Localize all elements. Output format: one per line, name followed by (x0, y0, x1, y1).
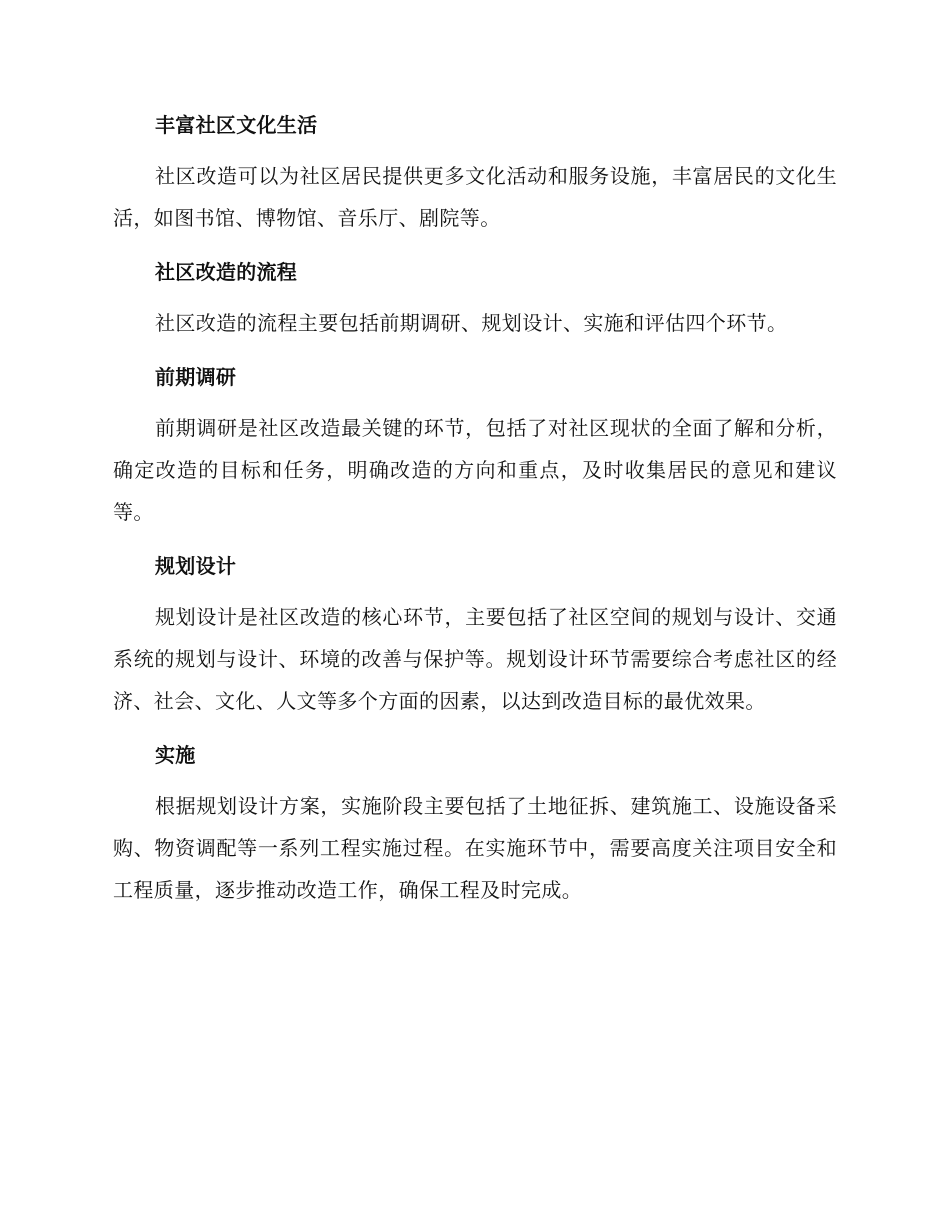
section-heading-process: 社区改造的流程 (155, 260, 298, 284)
section-heading-culture: 丰富社区文化生活 (155, 113, 318, 137)
paragraph-research: 前期调研是社区改造最关键的环节，包括了对社区现状的全面了解和分析，确定改造的目标和任务，明确改造的方向和重点，及时收集居民的意见和建议等。 (113, 416, 837, 524)
section-heading-research: 前期调研 (155, 365, 237, 389)
section-heading-planning: 规划设计 (155, 554, 237, 578)
document-page (113, 107, 837, 911)
section-heading-implementation: 实施 (155, 743, 196, 767)
paragraph-culture: 社区改造可以为社区居民提供更多文化活动和服务设施，丰富居民的文化生活，如图书馆、博物馆、音乐厅、剧院等。 (113, 164, 837, 230)
paragraph-implementation: 根据规划设计方案，实施阶段主要包括了土地征拆、建筑施工、设施设备采购、物资调配等一系列工程实施过程。在实施环节中，需要高度关注项目安全和工程质量，逐步推动改造工作，确保工程及时完成。 (113, 794, 837, 902)
paragraph-planning: 规划设计是社区改造的核心环节，主要包括了社区空间的规划与设计、交通系统的规划与设计、环境的改善与保护等。规划设计环节需要综合考虑社区的经济、社会、文化、人文等多个方面的因素，以达到改造目标的最优效果。 (113, 605, 837, 713)
paragraph-process: 社区改造的流程主要包括前期调研、规划设计、实施和评估四个环节。 (155, 311, 788, 335)
